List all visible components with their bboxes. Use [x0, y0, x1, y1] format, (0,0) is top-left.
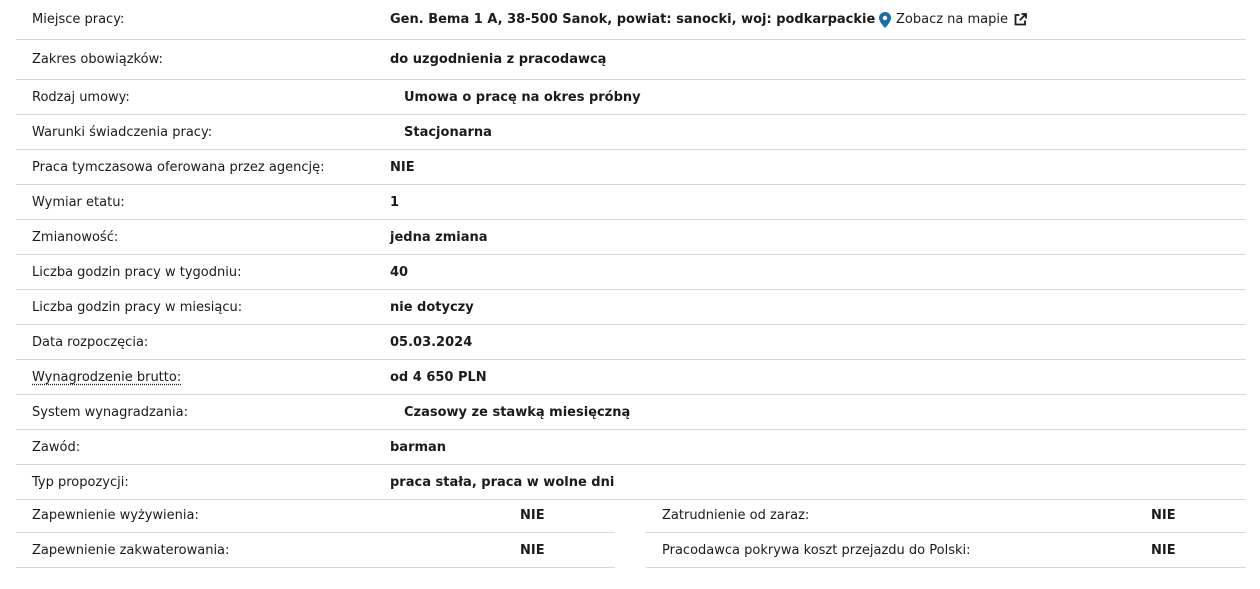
row-value: Stacjonarna: [404, 124, 492, 140]
row-label: Zawód:: [32, 439, 81, 455]
row-offer-type: [16, 465, 1246, 500]
pair-label: Zapewnienie wyżywienia:: [32, 507, 199, 523]
row-place: [16, 0, 1246, 40]
pair-row: [646, 498, 1246, 533]
row-label: Zakres obowiązków:: [32, 52, 163, 67]
place-label: Miejsce pracy:: [32, 12, 125, 27]
row-salary: [16, 360, 1246, 395]
external-link-icon: [1014, 13, 1027, 26]
row-value: 1: [390, 194, 400, 210]
row-value: jedna zmiana: [390, 229, 488, 245]
row-value: od 4 650 PLN: [390, 369, 487, 385]
map-pin-icon: [878, 12, 892, 28]
pair-value: NIE: [520, 542, 545, 558]
row-start-date: [16, 325, 1246, 360]
pair-row: [646, 533, 1246, 568]
pair-value: NIE: [1151, 542, 1176, 558]
row-label: Wymiar etatu:: [32, 194, 125, 210]
row-pay-system: [16, 395, 1246, 430]
row-value: nie dotyczy: [390, 299, 474, 315]
row-duties: [16, 40, 1246, 80]
place-value: Gen. Bema 1 A, 38-500 Sanok, powiat: sanocki, woj: podkarpackie: [390, 12, 876, 27]
row-value: praca stała, praca w wolne dni: [390, 474, 615, 490]
pair-label: Zapewnienie zakwaterowania:: [32, 542, 230, 558]
row-label: Praca tymczasowa oferowana przez agencję:: [32, 159, 325, 175]
row-agency: [16, 150, 1246, 185]
bottom-pairs: [16, 498, 1246, 568]
row-label: Typ propozycji:: [32, 474, 129, 490]
row-label: Liczba godzin pracy w miesiącu:: [32, 299, 243, 315]
row-label: Warunki świadczenia pracy:: [32, 124, 213, 140]
row-label: Rodzaj umowy:: [32, 89, 130, 105]
row-label: System wynagradzania:: [32, 404, 188, 420]
job-details-table: [16, 0, 1246, 500]
pair-label: Pracodawca pokrywa koszt przejazdu do Polski:: [662, 542, 971, 558]
pair-row: [16, 533, 615, 568]
pair-value: NIE: [520, 507, 545, 523]
pair-label: Zatrudnienie od zaraz:: [662, 507, 810, 523]
map-link-label: Zobacz na mapie: [896, 12, 1009, 27]
row-value: 05.03.2024: [390, 334, 473, 350]
row-shifts: [16, 220, 1246, 255]
row-fte: [16, 185, 1246, 220]
pair-row: [16, 498, 615, 533]
row-label: Data rozpoczęcia:: [32, 334, 149, 350]
row-work-conditions: [16, 115, 1246, 150]
row-label: Zmianowość:: [32, 229, 119, 245]
row-occupation: [16, 430, 1246, 465]
row-value: NIE: [390, 159, 415, 175]
row-hours-week: [16, 255, 1246, 290]
row-value: do uzgodnienia z pracodawcą: [390, 52, 607, 67]
row-label: Liczba godzin pracy w tygodniu:: [32, 264, 242, 280]
row-value: barman: [390, 439, 447, 455]
row-contract: [16, 80, 1246, 115]
row-value: 40: [390, 264, 409, 280]
row-hours-month: [16, 290, 1246, 325]
row-value: Umowa o pracę na okres próbny: [404, 89, 641, 105]
map-link[interactable]: [878, 12, 1027, 28]
salary-label[interactable]: Wynagrodzenie brutto:: [32, 369, 182, 385]
row-value: Czasowy ze stawką miesięczną: [404, 404, 631, 420]
right-pairs: [646, 498, 1246, 568]
left-pairs: [16, 498, 615, 568]
pair-value: NIE: [1151, 507, 1176, 523]
